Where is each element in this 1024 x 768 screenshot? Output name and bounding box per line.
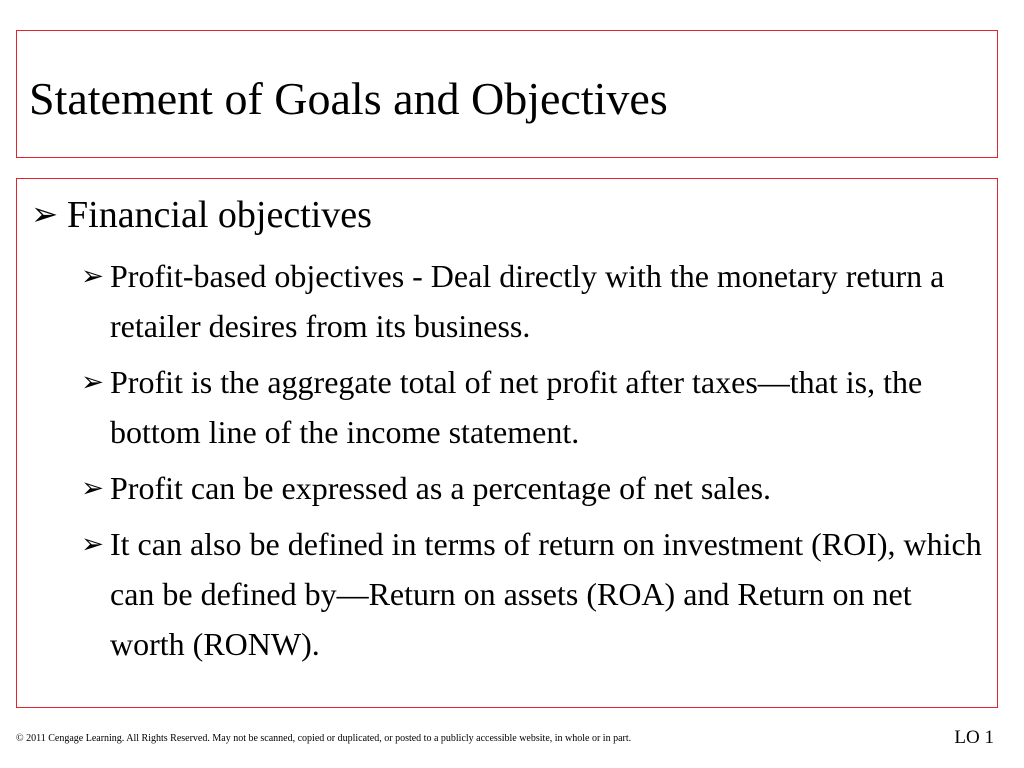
arrow-bullet-icon: ➢ — [81, 260, 105, 291]
sub-bullet-item — [81, 357, 991, 457]
sub-bullet-text: Profit-based objectives - Deal directly with the monetary return a retailer desires from its business. — [110, 258, 945, 344]
sub-bullet-item — [81, 251, 991, 351]
sub-bullet-text: Profit can be expressed as a percentage of net sales. — [110, 470, 772, 506]
arrow-bullet-icon: ➢ — [81, 472, 105, 503]
slide-title: Statement of Goals and Objectives — [29, 73, 668, 124]
copyright-notice: © 2011 Cengage Learning. All Rights Reserved. May not be scanned, copied or duplicated, or posted to a publicly accessible website, in whole or in part. — [16, 733, 632, 744]
sub-bullet-item — [81, 519, 991, 669]
bullet-level-1 — [31, 193, 372, 237]
arrow-bullet-icon: ➢ — [31, 197, 59, 233]
content-frame — [16, 178, 998, 708]
sub-bullet-item — [81, 463, 991, 513]
sub-bullet-text: It can also be defined in terms of return on investment (ROI), which can be defined by—Return on assets (ROA) and Return on net worth (RONW). — [110, 526, 982, 662]
arrow-bullet-icon: ➢ — [81, 528, 105, 559]
bullet-heading: Financial objectives — [67, 194, 372, 236]
arrow-bullet-icon: ➢ — [81, 366, 105, 397]
sub-bullet-list — [81, 251, 991, 675]
learning-objective-label: LO 1 — [954, 727, 994, 748]
title-frame — [16, 30, 998, 158]
sub-bullet-text: Profit is the aggregate total of net profit after taxes—that is, the bottom line of the income statement. — [110, 364, 923, 450]
